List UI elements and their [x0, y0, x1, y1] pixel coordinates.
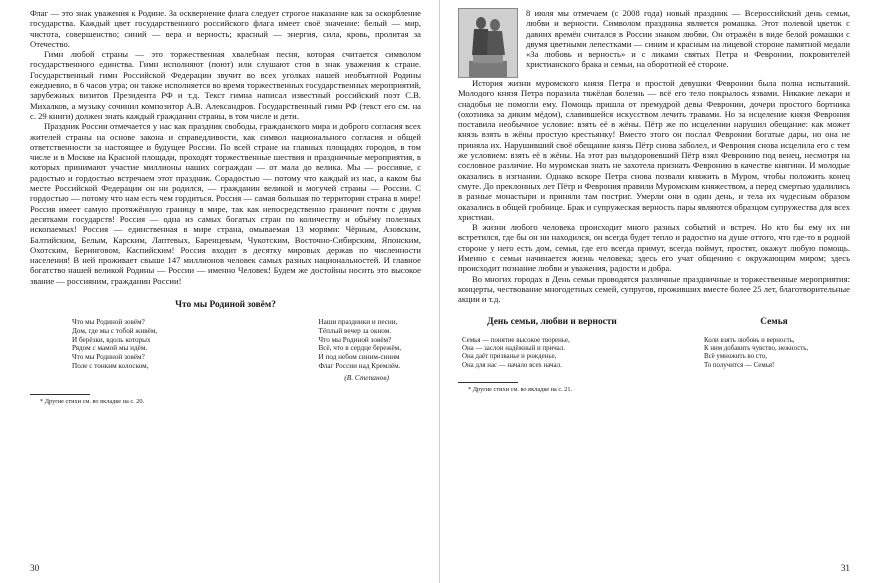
poem-family-day-title: День семьи, любви и верности	[487, 316, 617, 327]
poem-line: Наши праздники и песни,	[318, 318, 398, 327]
footnote-divider	[458, 382, 518, 383]
poem-line: То получится — Семья!	[704, 361, 775, 369]
footnote-divider	[30, 394, 90, 395]
poem-line: Тёплый вечер за окном.	[318, 326, 392, 335]
poem-line: Всё, что в сердце бережём,	[318, 344, 401, 353]
poem-line: Что мы Родиной зовём?	[318, 335, 392, 344]
poem-family-day-lines	[462, 337, 642, 371]
paragraph-russia-day: Праздник России отмечается у нас как праздник свободы, гражданского мира и доброго согласия всех жителей страны на основе закона и справедливости, как символ национального согласия и общей ответственности за настоящее и будущее России. По всей стране на главных площадях городов, в том числе и в Москве на Красной площади, проходят торжественные шествия и праздничные мероприятия, в которых принимают участие миллионы наших сограждан — от мала до велика. Мы — россияне, с радостью и гордостью встречаем этот праздник. Сорадостью — потому что каждый из нас, а каком бы месте Российской Федерации он ни родился, — гражданин великой и могучей страны — России. С гордостью — потому что нам есть чем гордиться. Россия — самая большая по территории страна в мире! Россия имеет самую протяжённую границу в мире, так как непосредственно граничит почти с двумя десятками государств! Россия — одна из самых богатых стран по количеству и объёму полезных ископаемых! Россия — единственная в мире страна, омываемая 13 морями: Чёрным, Азовским, Балтийским, Белым, Карским, Лаптевых, Баренцевым, Чукотским, Восточно-Сибирским, Японским, Охотским, Беринговом, Каспийским! Россия входит в десятку мировых держав по численности населения! В ней проживает свыше 147 миллионов человек самых разных национальностей. И главное богатство нашей великой Родины — России — именно Человек! Будем же достойны носить это высокое звание — россияним, гражданин России!	[30, 121, 421, 286]
poems-row	[458, 317, 850, 371]
poem-line: И берёзки, вдоль которых	[72, 335, 151, 344]
paragraph-family: В жизни любого человека происходит много разных событий и встреч. Но кто бы ему их ни встретился, где бы он ни находился, он всегда будет тепло и радостно на душе оттого, что где-то в родной стороне у него есть дом, семья, где его всегда примут, всегда поймут, простят, окажут любую помощь. Именно с семьи начинается жизнь человека; здесь его учат общению с окружающим миром; здесь происходит познание любви и уважения, радости и добра.	[458, 222, 850, 274]
poem-family-lines	[704, 337, 844, 371]
poem-line: Что мы Родиной зовём?	[72, 353, 145, 362]
monument-photo	[458, 8, 518, 78]
paragraph-flag: Флаг — это знак уважения к Родине. За осквернение флага следует строгое наказание как за оскорбление государства. Каждый цвет государственного российского флага имеет своё значение: белый — мир, чистота, совершенство; синий — вера и верность; красный — энергия, сила, кровь, пролитая за Отечество.	[30, 8, 421, 49]
poem-line: Всё умножить во сто,	[704, 353, 767, 361]
poem-family-day	[462, 317, 642, 371]
poem-line: Она — заслон надёжный и причал.	[462, 344, 565, 352]
poem-line: К ним добавить чувство, нежность,	[704, 344, 809, 352]
poem	[30, 318, 421, 371]
poem-line: Поле с тонким колоском,	[72, 362, 149, 370]
poem-line: Семья — понятие высокое творенье,	[462, 336, 570, 344]
poem-line: Она даёт призванье и рожденье,	[462, 353, 557, 361]
poem-author: (В. Степанов)	[344, 372, 389, 382]
paragraph-celebrations: Во многих городах в День семьи проводятся различные праздничные и торжественные мероприятия: концерты, чествование многодетных семей, супругов, проживших вместе более 25 лет, благотворительные акции и т.д.	[458, 273, 850, 305]
poem-line: Флаг России над Кремлём.	[318, 362, 401, 370]
poem-family-title: Семья	[760, 316, 788, 327]
paragraph-anthem: Гимн любой страны — это торжественная хвалебная песня, которая считается символом государственного единства. Гимн исполняют (поют) или слушают стоя в знак уважения к стране. Государственный гимн Российской Федерации звучит во всех уголках нашей необъятной Родины ежедневно, в 6 часов утра; он также исполняется во время торжественных государственных мероприятий, зарубежных визитов Президента РФ и т.д. Текст гимна написал известный российский поэт С.В. Михалков, а музыку сочинил композитор А.В. Александров. Государственный гимн РФ (текст его см. на с. 29 книги) должен знать каждый гражданин страны, в том числе и дети.	[30, 49, 421, 121]
poem-line: И под небом синим-синим	[318, 353, 400, 362]
poem-line: Дом, где мы с тобой живём,	[72, 326, 158, 335]
footnote: * Другие стихи см. во вкладке на с. 21.	[468, 386, 573, 394]
poem-column-2	[318, 318, 401, 371]
monument-illustration	[459, 9, 517, 77]
poem-line: Она для нас — начало всех начал.	[462, 361, 562, 369]
page-number: 31	[840, 563, 850, 573]
paragraph-family-day: 8 июля мы отмечаем (с 2008 года) новый праздник — Всероссийский день семьи, любви и верности. Символом праздника является ромашка. Этот полевой цветок с давних времён считался в России знаком любви. Он отражён в виде белой ромашки с двумя цветными лепестками — синим и красным на лицевой стороне памятной медали «За любовь и верность» и с ликами святых Петра и Февронии, покровителей христианского брака и семьи, на оборотной её стороне.	[526, 8, 850, 70]
right-page	[440, 0, 880, 583]
poem-family	[704, 317, 844, 371]
poem-line: Рядом с мамой мы идём.	[72, 344, 148, 353]
poem-title: Что мы Родиной зовём?	[175, 300, 276, 311]
paragraph-peter-fevronia: История жизни муромского князя Петра и простой девушки Февронии была полна испытаний. Молодого князя Петра поразила тяжёлая болезнь — всё его тело покрылось язвами. Никакие лекари и снадобья не помогли ему. Помощь пришла от премудрой девы Февронии, дочери простого бортника (охотника за диким мёдом), славившейся искусством лечить травами. Но за исцеление князя Феврония поставила необычное условие: взять её в жёны. Пётр же по исцелении нарушил обещание: как может князь взять в жёны простую крестьянку! Вместо этого он послал Февронии богатые дары, но она не приняла их. Нарушивший своё обещание князь Пётр снова заболел, и Феврония снова исцелила его с тем же условием: взять её в жёны. На этот раз выздоровевший Пётр взял Февронию под венец, несмотря на сословное различие. Но муромская знать не захотела признать Февронию в качестве княгини. И молодые оказались в изгнании. Однако вскоре Петра снова позвали княжить в Муром, чтобы положить конец смуте. До преклонных лет Пётр и Феврония правили Муромским княжеством, а перед смертью удалились в разные монастыри и приняли там постриг. Умерли они в один день, и тела их чудесным образом оказались в общей гробнице. Брак и супружеская верность пары являются образцом супружества для всех христиан.	[458, 78, 850, 222]
intro-block	[458, 8, 850, 78]
poem-line: Что мы Родиной зовём?	[72, 318, 145, 327]
page-number: 30	[30, 563, 40, 573]
footnote: * Другие стихи см. во вкладке на с. 20.	[40, 397, 145, 405]
poem-line: Коли взять любовь и верность,	[704, 336, 795, 344]
poem-column-1	[72, 318, 157, 371]
